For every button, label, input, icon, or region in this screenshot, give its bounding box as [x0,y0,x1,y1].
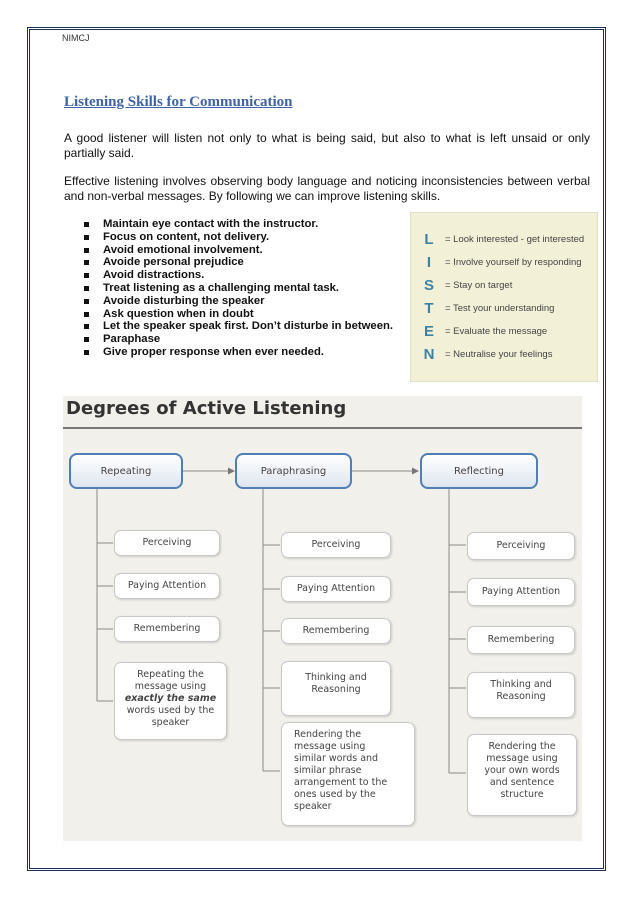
listen-row-i [411,254,599,276]
listen-acronym-image [410,212,598,382]
bullet-square-icon [84,337,89,342]
listen-letter: I [426,254,432,271]
node-thinking-reasoning: Thinking and Reasoning [467,672,575,718]
listen-row-t [411,300,599,322]
section-title: Listening Skills for Communication [64,94,293,110]
listen-letter: N [423,346,435,363]
node-repeating-description: Repeating the message using exactly the same words used by the speaker [114,662,227,740]
node-thinking-reasoning: Thinking and Reasoning [281,661,391,716]
listen-row-e [411,323,599,345]
list-item: Avoide disturbing the speaker [84,295,414,308]
listen-meaning: = Stay on target [445,280,513,291]
node-paying-attention: Paying Attention [467,578,575,606]
intro-paragraph: A good listener will listen not only to what is being said, but also to what is left unsaid or only partially said. [64,131,590,160]
bullet-square-icon [84,248,89,253]
bullet-square-icon [84,299,89,304]
bullet-square-icon [84,324,89,329]
listen-row-s [411,277,599,299]
listen-letter: T [424,300,434,317]
document-header-code: NIMCJ [62,33,90,43]
listen-letter: E [423,323,434,340]
bullet-square-icon [84,350,89,355]
node-perceiving: Perceiving [281,532,391,558]
node-paying-attention: Paying Attention [281,576,391,602]
list-item: Give proper response when ever needed. [84,346,414,359]
listen-letter: S [423,277,434,294]
list-item: Avoide personal prejudice [84,256,414,269]
listen-meaning: = Look interested - get interested [445,234,585,245]
bullet-square-icon [84,273,89,278]
list-item: Maintain eye contact with the instructor. [84,218,414,231]
node-paying-attention: Paying Attention [114,573,220,599]
listen-meaning: = Evaluate the message [445,326,548,337]
list-item: Ask question when in doubt [84,308,414,321]
node-perceiving: Perceiving [114,530,220,556]
bullet-square-icon [84,235,89,240]
node-paraphrasing-description: Rendering the message using similar words and similar phrase arrangement to the ones used by the speaker [281,722,415,826]
node-reflecting-description: Rendering the message using your own words and sentence structure [467,734,577,816]
bullet-square-icon [84,222,89,227]
diagram-title: Degrees of Active Listening [66,398,347,419]
node-remembering: Remembering [114,616,220,642]
listen-meaning: = Involve yourself by responding [445,257,582,268]
list-item: Treat listening as a challenging mental task. [84,282,414,295]
list-item: Let the speaker speak first. Don’t disturbe in between. [84,320,414,333]
node-remembering: Remembering [467,626,575,654]
stage-reflecting: Reflecting [420,453,538,489]
bullet-square-icon [84,260,89,265]
stage-paraphrasing: Paraphrasing [235,453,352,489]
node-perceiving: Perceiving [467,532,575,560]
node-remembering: Remembering [281,618,391,644]
bullet-square-icon [84,286,89,291]
list-item: Focus on content, not delivery. [84,231,414,244]
listen-meaning: = Test your understanding [445,303,555,314]
listen-row-n [411,346,599,368]
bullet-square-icon [84,312,89,317]
list-item: Avoid distractions. [84,269,414,282]
listen-row-l [411,231,599,253]
listening-tips-list [84,218,414,359]
listen-letter: L [424,231,434,248]
stage-repeating: Repeating [69,453,183,489]
effective-listening-paragraph: Effective listening involves observing body language and noticing inconsistencies between verbal and non-verbal messages. By following we can improve listening skills. [64,174,590,203]
listen-meaning: = Neutralise your feelings [445,349,553,360]
list-item: Avoid emotional involvement. [84,244,414,257]
active-listening-diagram [63,396,582,841]
list-item: Paraphase [84,333,414,346]
